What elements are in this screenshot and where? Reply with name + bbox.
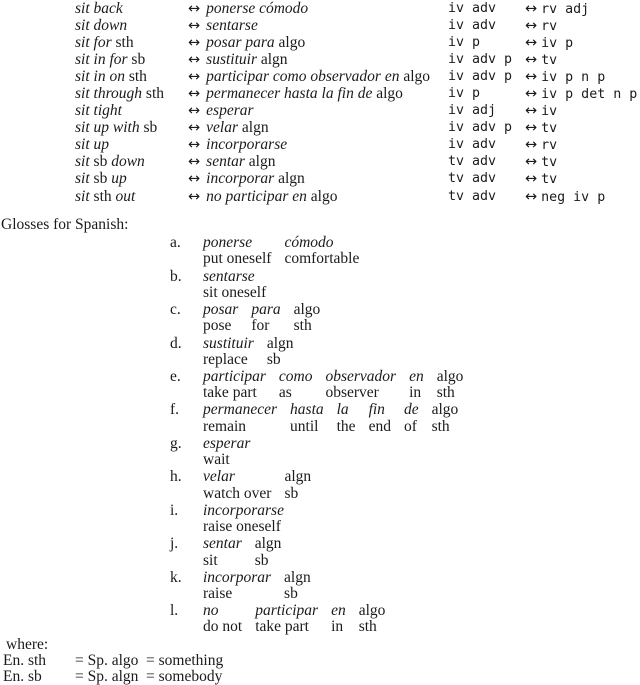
gloss-english: end [368, 417, 391, 435]
gloss-word [203, 436, 250, 468]
gloss-spanish: incorporar [203, 568, 272, 586]
gloss-spanish: en [409, 368, 424, 385]
gloss-english: comfortable [284, 250, 360, 268]
gloss-letter: a. [170, 234, 181, 252]
gloss-english: wait [203, 451, 230, 469]
gloss-english: pose [203, 317, 232, 335]
gloss-letter: i. [170, 501, 179, 519]
left-right-arrow-icon: ↔ [525, 103, 538, 120]
english-phrase [75, 137, 188, 154]
gloss-spanish: algo [431, 401, 459, 419]
italic-text: sit [75, 187, 94, 205]
gloss-english: until [290, 417, 319, 435]
italic-text: incorporar [206, 170, 279, 188]
legend-row [3, 669, 640, 685]
left-right-arrow-icon: ↔ [525, 35, 538, 52]
roman-text: algo [310, 187, 338, 205]
left-right-arrow-icon: ↔ [188, 1, 201, 17]
gloss-word [337, 402, 356, 434]
gloss-spanish: en [331, 602, 346, 620]
left-right-arrow-icon: ↔ [188, 171, 201, 188]
italic-text: sit up with [75, 119, 144, 137]
spanish-tags-text: iv p det n p [541, 87, 638, 103]
left-right-arrow-icon: ↔ [188, 35, 201, 52]
italic-text: velar [206, 119, 242, 137]
spanish-tags [525, 154, 640, 171]
glosses-heading: Glosses for Spanish: [1, 215, 129, 233]
spanish-phrase [188, 103, 448, 120]
gloss-spanish: algn [284, 568, 311, 586]
left-right-arrow-icon: ↔ [525, 18, 538, 35]
gloss-word [284, 570, 311, 602]
spanish-tags-text: iv p n p [541, 70, 606, 86]
gloss-words [203, 469, 311, 501]
gloss-item [170, 402, 640, 434]
gloss-word [409, 369, 424, 401]
italic-text: sit back [75, 0, 123, 17]
roman-text: algn [260, 51, 288, 69]
gloss-english: raise [203, 585, 233, 602]
gloss-word [432, 402, 459, 434]
gloss-word [251, 302, 280, 334]
italic-text: out [111, 187, 136, 205]
left-right-arrow-icon: ↔ [525, 120, 538, 137]
spanish-phrase [188, 86, 448, 103]
spanish-tags [525, 103, 640, 120]
spanish-tags-text: tv [541, 53, 558, 69]
gloss-spanish: fin [368, 401, 385, 419]
roman-text: sth [145, 85, 165, 103]
gloss-words [203, 369, 463, 401]
phrasal-row [75, 35, 640, 52]
spanish-tags-text: iv [541, 104, 558, 120]
gloss-letter: c. [170, 301, 181, 319]
italic-text: incorporarse [206, 136, 288, 154]
gloss-letter: k. [170, 568, 182, 586]
gloss-item [170, 570, 640, 602]
spanish-phrase [188, 120, 448, 137]
roman-text: algo [403, 68, 431, 86]
english-phrase [75, 1, 188, 18]
phrasal-row [75, 120, 640, 137]
italic-text: up [107, 170, 127, 188]
english-tags: iv adv [448, 1, 497, 16]
spanish-tags-text: rv adj [541, 2, 590, 17]
spanish-phrase [188, 171, 448, 188]
gloss-english: sth [436, 384, 455, 402]
italic-text: ponerse cómodo [206, 0, 309, 17]
english-phrase [75, 52, 188, 69]
gloss-item [170, 336, 640, 368]
gloss-english: raise oneself [203, 518, 281, 536]
gloss-english: of [403, 417, 417, 435]
spanish-tags [525, 35, 640, 52]
english-phrase [75, 154, 188, 171]
roman-text: algn [248, 153, 276, 171]
gloss-word [203, 235, 271, 267]
gloss-word [267, 336, 294, 368]
gloss-spanish: velar [203, 468, 235, 486]
english-phrase [75, 103, 188, 120]
phrasal-row [75, 86, 640, 103]
spanish-tags-text: rv [541, 19, 558, 35]
gloss-word [203, 302, 238, 334]
left-right-arrow-icon: ↔ [525, 1, 538, 17]
gloss-letter: h. [170, 468, 182, 486]
gloss-word [203, 402, 277, 434]
gloss-item [170, 302, 640, 334]
gloss-words [203, 269, 266, 301]
gloss-spanish: permanecer [203, 401, 278, 419]
spanish-phrase [188, 137, 448, 154]
left-right-arrow-icon: ↔ [525, 171, 538, 188]
left-right-arrow-icon: ↔ [188, 120, 201, 137]
gloss-word [203, 570, 271, 602]
gloss-english: sit oneself [203, 283, 267, 301]
gloss-words [203, 536, 281, 568]
spanish-tags [525, 18, 640, 35]
italic-text: no participar en [206, 187, 311, 205]
gloss-word [203, 336, 254, 368]
gloss-word [284, 469, 311, 501]
gloss-word [279, 369, 313, 401]
phrasal-row [75, 154, 640, 171]
italic-text: sit down [75, 17, 128, 35]
gloss-english: take part [255, 618, 309, 636]
gloss-spanish: algn [254, 535, 282, 553]
gloss-item [170, 369, 640, 401]
gloss-english: put oneself [203, 250, 272, 268]
legend-english-term: En. sth [3, 651, 47, 669]
left-right-arrow-icon: ↔ [525, 52, 538, 69]
english-tags: iv p [448, 35, 481, 51]
gloss-letter: b. [170, 267, 182, 285]
gloss-english: take part [203, 384, 257, 402]
gloss-spanish: como [278, 368, 313, 385]
spanish-phrase [188, 189, 448, 206]
english-tags: iv adv [448, 18, 497, 34]
left-right-arrow-icon: ↔ [525, 137, 538, 154]
gloss-spanish: esperar [203, 434, 251, 452]
gloss-word [203, 369, 266, 401]
spanish-tags [525, 52, 640, 69]
gloss-word [255, 536, 282, 568]
english-phrase [75, 18, 188, 35]
roman-text: sth [128, 68, 147, 86]
spanish-tags [525, 189, 640, 206]
gloss-spanish: algo [436, 368, 464, 385]
italic-text: sit in for [75, 51, 132, 69]
italic-text: sit [75, 170, 94, 188]
left-right-arrow-icon: ↔ [525, 69, 538, 86]
spanish-phrase [188, 35, 448, 52]
left-right-arrow-icon: ↔ [525, 154, 538, 171]
gloss-english: sit [203, 551, 218, 569]
spanish-tags-text: iv p [541, 36, 574, 52]
gloss-spanish: participar [255, 602, 319, 620]
spanish-tags [525, 171, 640, 188]
italic-text: sit [75, 153, 94, 171]
italic-text: esperar [206, 102, 254, 120]
gloss-item [170, 235, 640, 267]
italic-text: sit tight [75, 102, 122, 120]
italic-text: posar para [206, 34, 279, 52]
gloss-english: the [336, 417, 356, 435]
gloss-word [325, 369, 396, 401]
gloss-item [170, 536, 640, 568]
phrasal-row [75, 69, 640, 86]
gloss-spanish: cómodo [284, 234, 334, 252]
roman-text: sb [93, 153, 108, 171]
gloss-english: sth [358, 618, 377, 636]
roman-text: algo [278, 34, 306, 52]
legend-english-term: En. sb [3, 667, 42, 685]
english-tags: tv adv [448, 154, 497, 170]
gloss-words [203, 503, 284, 535]
gloss-english: in [331, 618, 344, 636]
gloss-words [203, 235, 359, 267]
legend-meaning: = somebody [146, 667, 223, 685]
gloss-item [170, 436, 640, 468]
english-phrase [75, 189, 188, 206]
gloss-english: in [409, 384, 422, 402]
gloss-spanish: ponerse [203, 234, 253, 252]
english-phrase [75, 171, 188, 188]
gloss-spanish: algn [284, 468, 312, 486]
english-tags: iv adv p [448, 52, 513, 68]
gloss-word [404, 402, 419, 434]
gloss-word [331, 603, 346, 635]
left-right-arrow-icon: ↔ [188, 18, 201, 35]
english-tags: tv adv [448, 188, 497, 204]
left-right-arrow-icon: ↔ [188, 52, 201, 69]
gloss-spanish: hasta [290, 401, 324, 419]
legend-row [3, 653, 640, 669]
gloss-english: remain [203, 417, 247, 435]
spanish-phrase [188, 1, 448, 18]
gloss-english: sth [293, 317, 312, 335]
gloss-item [170, 603, 640, 635]
italic-text: participar como observador en [206, 68, 404, 86]
english-tags: iv adv [448, 137, 497, 153]
italic-text: sit in on [75, 68, 129, 86]
english-phrase [75, 86, 188, 103]
roman-text: algn [278, 170, 305, 188]
italic-text: sentar [206, 153, 249, 171]
legend-spanish-term: = Sp. algo [75, 651, 139, 669]
phrasal-row [75, 1, 640, 18]
gloss-word [437, 369, 464, 401]
phrasal-row [75, 137, 640, 154]
phrasal-row [75, 103, 640, 120]
gloss-spanish: posar [203, 301, 239, 319]
spanish-tags [525, 86, 640, 103]
gloss-list [170, 235, 640, 636]
gloss-word [203, 603, 242, 635]
gloss-words [203, 603, 385, 635]
gloss-word [290, 402, 324, 434]
italic-text: sentarse [206, 17, 258, 35]
gloss-english: replace [203, 350, 248, 368]
left-right-arrow-icon: ↔ [525, 188, 538, 205]
gloss-letter: g. [170, 434, 182, 452]
spanish-tags [525, 69, 640, 86]
gloss-letter: d. [170, 334, 182, 352]
gloss-english: watch over [203, 484, 272, 502]
gloss-words [203, 302, 320, 334]
phrasal-verb-table [75, 0, 640, 206]
roman-text: sb [93, 170, 108, 188]
spanish-tags [525, 137, 640, 154]
phrasal-row [75, 189, 640, 206]
spanish-tags [525, 1, 640, 18]
gloss-letter: l. [170, 602, 179, 620]
phrasal-row [75, 52, 640, 69]
gloss-english: for [251, 317, 270, 335]
legend-table [0, 653, 640, 685]
gloss-letter: j. [170, 535, 179, 553]
gloss-words [203, 570, 311, 602]
gloss-spanish: participar [203, 368, 266, 385]
gloss-spanish: para [251, 301, 281, 319]
gloss-english: sth [431, 417, 450, 435]
spanish-phrase [188, 52, 448, 69]
gloss-spanish: sentarse [203, 267, 255, 285]
italic-text: down [107, 153, 145, 171]
english-tags: iv adj [448, 103, 497, 119]
left-right-arrow-icon: ↔ [525, 86, 538, 103]
italic-text: permanecer hasta la fin de [206, 85, 377, 103]
gloss-english: sb [284, 585, 298, 602]
gloss-letter: e. [170, 368, 181, 385]
left-right-arrow-icon: ↔ [188, 69, 201, 86]
roman-text: sb [143, 119, 158, 137]
gloss-spanish: no [203, 602, 219, 620]
italic-text: sit through [75, 85, 146, 103]
gloss-word [203, 536, 242, 568]
italic-text: sit for [75, 34, 116, 52]
spanish-tags-text: tv [541, 155, 558, 171]
italic-text: sit up [75, 136, 110, 154]
spanish-phrase [188, 69, 448, 86]
gloss-english: sb [284, 484, 299, 502]
gloss-letter: f. [170, 401, 180, 419]
gloss-item [170, 269, 640, 301]
gloss-spanish: sentar [203, 535, 242, 553]
legend-meaning: = something [146, 651, 224, 669]
spanish-tags-text: tv [541, 121, 558, 137]
gloss-spanish: de [403, 401, 419, 419]
gloss-english: sb [266, 350, 281, 368]
english-phrase [75, 69, 188, 86]
gloss-spanish: observador [325, 368, 397, 385]
roman-text: sth [93, 187, 112, 205]
gloss-word [359, 603, 386, 635]
gloss-words [203, 402, 458, 434]
gloss-word [369, 402, 391, 434]
gloss-word [203, 503, 284, 535]
gloss-spanish: algn [266, 334, 294, 352]
gloss-english: sb [254, 551, 269, 569]
gloss-english: do not [203, 618, 243, 636]
roman-text: algo [376, 85, 403, 103]
gloss-word [203, 469, 271, 501]
gloss-word [203, 269, 266, 301]
gloss-spanish: algo [293, 301, 321, 319]
left-right-arrow-icon: ↔ [188, 137, 201, 154]
spanish-phrase [188, 154, 448, 171]
english-tags: iv p [448, 86, 481, 102]
gloss-words [203, 436, 250, 468]
gloss-spanish: sustituir [203, 334, 254, 352]
gloss-words [203, 336, 294, 368]
gloss-word [294, 302, 321, 334]
spanish-tags [525, 120, 640, 137]
phrasal-row [75, 171, 640, 188]
gloss-item [170, 469, 640, 501]
english-phrase [75, 120, 188, 137]
spanish-tags-text: tv [541, 172, 558, 188]
left-right-arrow-icon: ↔ [188, 188, 201, 205]
legend-spanish-term: = Sp. algn [75, 667, 139, 685]
gloss-spanish: algo [358, 602, 386, 620]
english-tags: iv adv p [448, 69, 513, 85]
roman-text: sth [115, 34, 134, 52]
roman-text: sb [131, 51, 146, 69]
gloss-spanish: la [336, 401, 349, 419]
english-tags: tv adv [448, 171, 497, 187]
left-right-arrow-icon: ↔ [188, 86, 201, 103]
spanish-tags-text: neg iv p [541, 189, 606, 205]
gloss-spanish: incorporarse [203, 501, 284, 519]
left-right-arrow-icon: ↔ [188, 154, 201, 171]
gloss-word [284, 235, 359, 267]
spanish-tags-text: rv [541, 138, 558, 154]
gloss-english: observer [325, 384, 379, 402]
roman-text: algn [241, 119, 269, 137]
gloss-word [255, 603, 318, 635]
gloss-item [170, 503, 640, 535]
phrasal-row [75, 18, 640, 35]
english-tags: iv adv p [448, 120, 513, 136]
italic-text: sustituir [206, 51, 261, 69]
english-phrase [75, 35, 188, 52]
gloss-english: as [278, 384, 292, 402]
legend-heading: where: [6, 635, 49, 653]
left-right-arrow-icon: ↔ [188, 103, 201, 120]
spanish-phrase [188, 18, 448, 35]
